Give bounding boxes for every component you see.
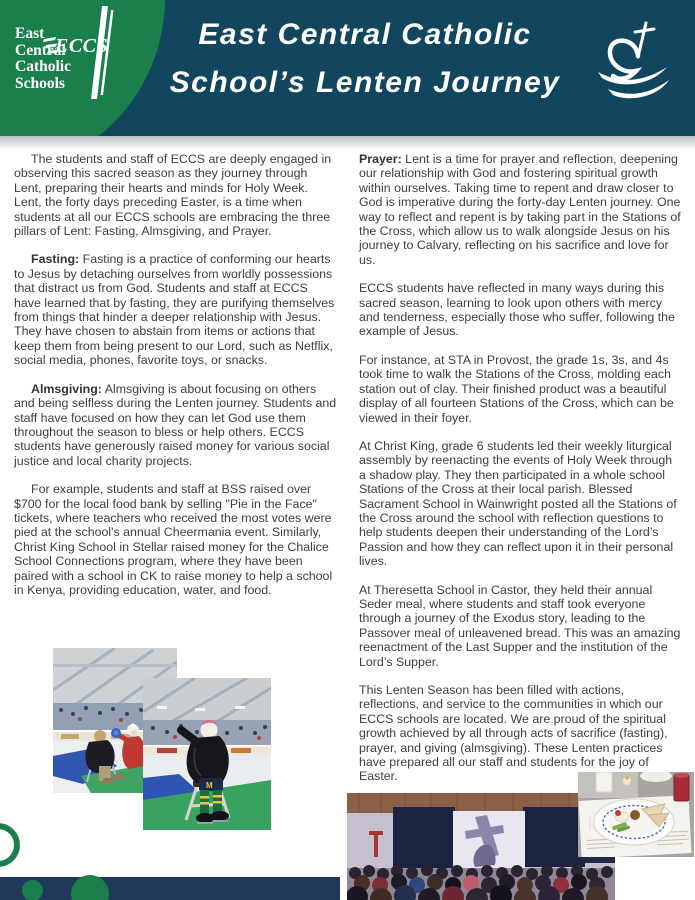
masthead (0, 0, 695, 136)
page-title-line1: East Central Catholic (198, 18, 532, 51)
article-paragraph: The students and staff of ECCS are deeply engaged in observing this sacred season as they journey through Lent, preparing their hearts and minds for Holy Week. Lent, the forty days preceding Easter, is a time when students at all our ECCS schools are embracing the three pillars of Lent: Fasting, Almsgiving, and Prayer. (14, 152, 332, 239)
paragraph-lead: Prayer: (359, 152, 402, 166)
footer-band (0, 877, 340, 900)
green-dot-small (22, 880, 43, 900)
article-paragraph: This Lenten Season has been filled with actions, reflections, and service to the communities in which our ECCS schools are located. We are proud of the spiritual growth achieved by all through acts of sacrifice (fasting), prayer, and giving (almsgiving). These Lenten practices have prepared all our staff and students for the joy of Easter. (359, 683, 668, 784)
paragraph-lead: Almsgiving: (31, 381, 102, 396)
article-right-column (359, 152, 682, 798)
page-title-line2: School’s Lenten Journey (169, 66, 561, 99)
photo-shadow-play (347, 793, 615, 900)
page-title (135, 20, 595, 98)
svg-text:ECCS: ECCS (55, 35, 109, 57)
logo-line: Central (15, 41, 66, 59)
article-paragraph: At Christ King, grade 6 students led their weekly liturgical assembly by reenacting the events of Holy Week through a shadow play. They then participated in a whole school Stations of the Cross at their local parish. Blessed Sacrament School in Wainwright posted all the Stations of the Cross around the school with reflection questions to help students deepen their understanding of the Lord’s Passion and how they can reflect upon it in their personal lives. (359, 438, 677, 569)
logo-line: Schools (15, 74, 65, 92)
heart-cross-swoosh-icon (592, 20, 672, 110)
article-paragraph: For example, students and staff at BSS raised over $700 for the local food bank by selling "Pie in the Face" tickets, where teachers who received the most votes were pied at the school's annual Cheermania event. Similarly, Christ King School in Stellar raised money for the Chalice School Connections program, where they have been paired with a school in CK to raise money to help a school in Kenya, providing education, water, and food. (14, 482, 333, 597)
article-paragraph: At Theresetta School in Castor, they held their annual Seder meal, where students and staff took everyone through a journey of the Exodus story, leading to the Passover meal of unleavened bread. This was an amazing reenactment of the Last Supper and the institution of the Lord’s Supper. (359, 582, 681, 669)
article-paragraph: Prayer: Lent is a time for prayer and reflection, deepening our relationship with God and fostering spiritual growth within ourselves. Taking time to repent and draw closer to God is imperative during the forty-day Lenten journey. One way to reflect and repent is by taking part in the Stations of the Cross, which allow us to walk alongside Jesus on his journey to Calvary, reflecting on his sacrifice and love for us. (359, 152, 681, 267)
photo-pie-face-2 (143, 678, 271, 830)
photo-seder-meal (578, 772, 694, 857)
header-divider (0, 136, 695, 150)
article-paragraph: ECCS students have reflected in many ways during this sacred season, learning to look upon others with mercy and tenderness, especially those who suffer, following the example of Jesus. (359, 281, 675, 339)
article-paragraph: Almsgiving: Almsgiving is about focusing on others and being selfless during the Lenten journey. Students and staff have focused on how they can let God use them throughout the season to bless or help others. ECCS students have generously raised money for various social justice and local charity projects. (14, 381, 337, 468)
article-paragraph: For instance, at STA in Provost, the grade 1s, 3s, and 4s took time to walk the Stations of the Cross, molding each station out of clay. Their finished product was a beautiful display of all fourteen Stations of the Cross, which can be viewed in their foyer. (359, 352, 674, 425)
svg-text:M: M (206, 781, 213, 790)
logo-wordmark (15, 26, 71, 92)
green-ring-decor (0, 823, 20, 867)
logo-line: Catholic (15, 58, 71, 76)
logo-line: East (15, 25, 45, 42)
paragraph-lead: Fasting: (31, 252, 80, 267)
article-paragraph: Fasting: Fasting is a practice of conforming our hearts to Jesus by detaching ourselves from worldly possessions that distract us from God. Students and staff at ECCS have learned that by fasting, they are purifying themselves from things that hinder a deeper relationship with Jesus. They have chosen to abstain from items or actions that keep them from being present to our Lord, such as Netflix, social media, phones, favorite toys, or snacks. (14, 252, 335, 368)
